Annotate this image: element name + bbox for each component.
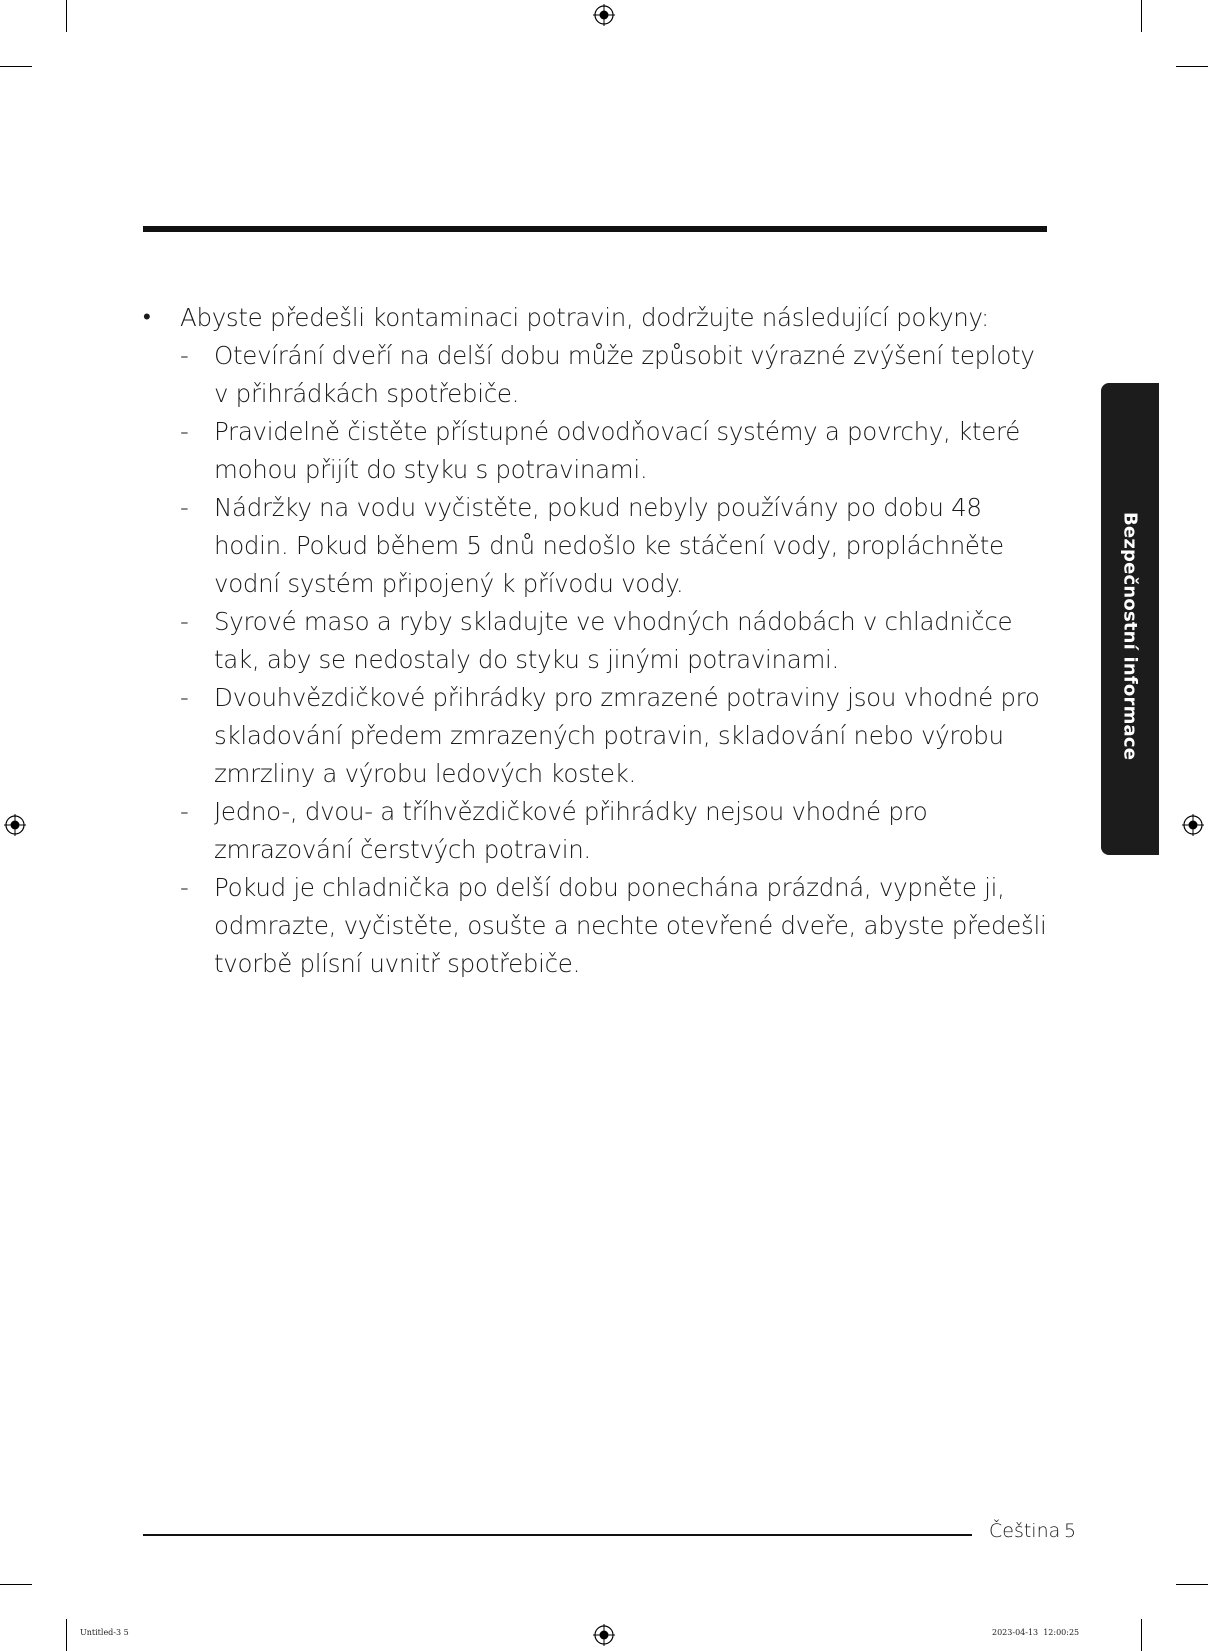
intro-text: Abyste předešli kontaminaci potravin, dodržujte následující pokyny: [180, 303, 989, 332]
crop-mark [1141, 0, 1142, 32]
list-item [143, 489, 1053, 603]
crop-mark [66, 1619, 67, 1651]
list-item [143, 793, 1053, 869]
print-slug-left: Untitled-3 5 [80, 1628, 129, 1637]
list-item-text: Dvouhvězdičkové přihrádky pro zmrazené potraviny jsou vhodné pro skladování předem zmrazených potravin, skladování nebo výrobu zmrzliny a výrobu ledových kostek. [214, 683, 1040, 788]
print-slug-right: 2023-04-13 ￼ 12:00:25 [992, 1628, 1080, 1637]
registration-mark-icon [4, 814, 26, 836]
header-rule [143, 226, 1047, 232]
list-item [143, 337, 1053, 413]
crop-mark [1176, 66, 1208, 67]
list-item [143, 869, 1053, 983]
registration-mark-icon [1182, 814, 1204, 836]
dash-mark: - [180, 341, 189, 370]
registration-mark-icon [593, 1624, 615, 1646]
page-number: 5 [1064, 1520, 1077, 1542]
list-item-text: Nádržky na vodu vyčistěte, pokud nebyly používány po dobu 48 hodin. Pokud během 5 dnů nedošlo ke stáčení vody, propláchněte vodní systém připojený k přívodu vody. [214, 493, 1004, 598]
dash-mark: - [180, 797, 189, 826]
list-item-text: Pokud je chladnička po delší dobu ponechána prázdná, vypněte ji, odmrazte, vyčistěte, osušte a nechte otevřené dveře, abyste předešli tvorbě plísní uvnitř spotřebiče. [214, 873, 1047, 978]
crop-mark [66, 0, 67, 32]
instruction-list [143, 337, 1053, 983]
crop-mark [1176, 1584, 1208, 1585]
section-tab-label: Bezpečnostní informace [1119, 512, 1141, 761]
list-item-text: Syrové maso a ryby skladujte ve vhodných nádobách v chladničce tak, aby se nedostaly do styku s jinými potravinami. [214, 607, 1013, 674]
registration-mark-icon [593, 4, 615, 26]
intro-bullet [143, 299, 1053, 337]
bullet-icon: • [143, 305, 151, 330]
list-item [143, 603, 1053, 679]
list-item-text: Pravidelně čistěte přístupné odvodňovací systémy a povrchy, které mohou přijít do styku s potravinami. [214, 417, 1020, 484]
footer-rule [143, 1534, 972, 1536]
dash-mark: - [180, 873, 189, 902]
list-item-text: Otevírání dveří na delší dobu může způsobit výrazné zvýšení teploty v přihrádkách spotřebiče. [214, 341, 1035, 408]
dash-mark: - [180, 607, 189, 636]
list-item-text: Jedno-, dvou- a tříhvězdičkové přihrádky nejsou vhodné pro zmrazování čerstvých potravin. [214, 797, 928, 864]
crop-mark [0, 1584, 32, 1585]
dash-mark: - [180, 493, 189, 522]
crop-mark [0, 66, 32, 67]
list-item [143, 413, 1053, 489]
dash-mark: - [180, 683, 189, 712]
list-item [143, 679, 1053, 793]
crop-mark [1141, 1619, 1142, 1651]
footer-language: Čeština [989, 1520, 1061, 1542]
dash-mark: - [180, 417, 189, 446]
safety-content [143, 299, 1053, 983]
